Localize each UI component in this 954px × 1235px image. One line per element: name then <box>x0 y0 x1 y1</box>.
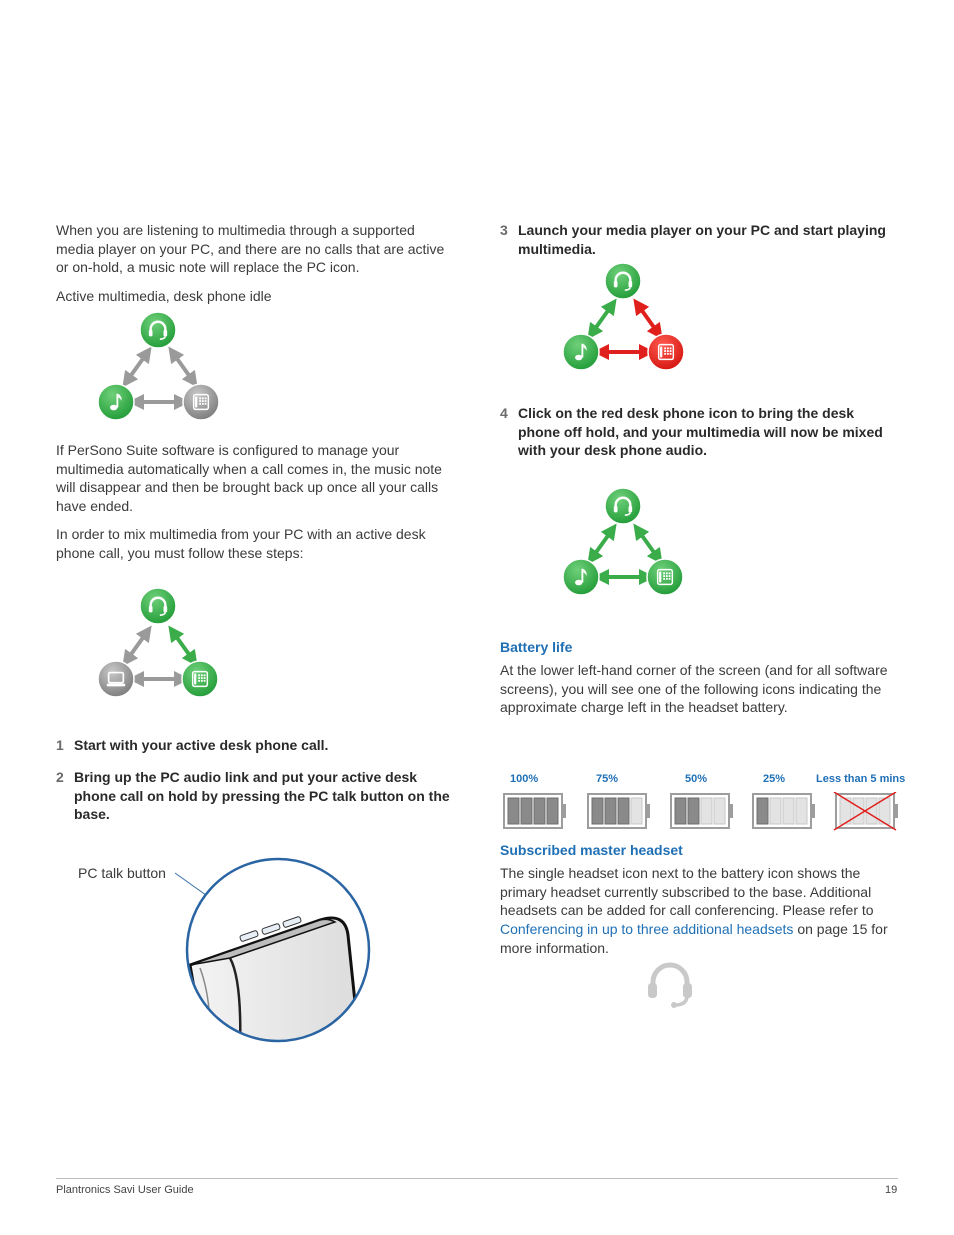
battery-icons <box>500 792 910 832</box>
music-note-icon <box>563 334 599 370</box>
battery-icon <box>753 794 815 828</box>
battery-segment <box>631 798 642 824</box>
battery-segment <box>714 798 725 824</box>
battery-icon <box>834 792 898 830</box>
battery-segment <box>701 798 712 824</box>
step-number: 3 <box>500 222 508 238</box>
battery-label-100: 100% <box>510 773 539 785</box>
battery-life-paragraph: At the lower left-hand corner of the screen (and for all software screens), you will see one of the following icons indicating the approximate charge left in the headset battery. <box>500 662 888 716</box>
battery-segment <box>675 798 686 824</box>
step-text: Bring up the PC audio link and put your active desk phone call on hold by pressing the PC talk button on the base. <box>74 769 450 823</box>
battery-label-50: 50% <box>685 773 708 785</box>
desk-phone-icon <box>647 559 683 595</box>
headset-icon <box>140 312 176 348</box>
persono-paragraph: If PerSono Suite software is configured to manage your multimedia automatically when a call comes in, the music note will disappear and then be brought back up once all your calls have ended. <box>56 442 442 515</box>
diagram-multimedia-phone-hold <box>555 257 695 382</box>
battery-segment <box>866 798 877 824</box>
step-number: 4 <box>500 405 508 421</box>
step-number: 1 <box>56 737 64 753</box>
diagram-desk-phone-active <box>90 584 230 709</box>
headset-icon <box>140 588 176 624</box>
battery-segment <box>757 798 768 824</box>
step-text: Click on the red desk phone icon to bring the desk phone off hold, and your multimedia will now be mixed with your desk phone audio. <box>518 405 883 459</box>
subscribed-text-before: The single headset icon next to the battery icon shows the primary headset currently subscribed to the base. Additional headsets can be added for call conferencing. Please refer to <box>500 865 874 919</box>
step-number: 2 <box>56 769 64 785</box>
battery-segment <box>853 798 864 824</box>
footer-divider <box>56 1178 898 1179</box>
headset-icon <box>605 263 641 299</box>
diagram-multimedia-idle <box>90 305 230 430</box>
step-text: Launch your media player on your PC and start playing multimedia. <box>518 222 886 257</box>
desk-phone-icon <box>182 661 218 697</box>
battery-segment <box>796 798 807 824</box>
subscribed-headset-paragraph <box>500 864 905 958</box>
battery-icon <box>588 794 650 828</box>
conferencing-link[interactable]: Conferencing in up to three additional headsets <box>500 921 794 938</box>
step-1 <box>56 736 456 756</box>
pc-icon <box>98 661 134 697</box>
battery-label-25: 25% <box>763 773 786 785</box>
battery-icon <box>504 794 566 828</box>
base-illustration <box>170 850 375 1050</box>
step-2 <box>56 768 456 826</box>
battery-segment <box>770 798 781 824</box>
mix-intro-paragraph: In order to mix multimedia from your PC with an active desk phone call, you must follow these steps: <box>56 526 426 561</box>
battery-segment <box>605 798 616 824</box>
battery-segment <box>783 798 794 824</box>
battery-segment <box>508 798 519 824</box>
desk-phone-icon <box>648 334 684 370</box>
battery-life-heading: Battery life <box>500 639 573 655</box>
subscribed-headset-heading: Subscribed master headset <box>500 842 683 858</box>
pc-talk-button-label: PC talk button <box>78 865 166 881</box>
caption-idle: Active multimedia, desk phone idle <box>56 288 272 304</box>
music-note-icon <box>98 384 134 420</box>
diagram-mixed-audio <box>555 482 695 607</box>
headset-icon <box>645 962 695 1010</box>
step-4 <box>500 404 900 464</box>
battery-label-75: 75% <box>596 773 619 785</box>
battery-segment <box>688 798 699 824</box>
footer-title: Plantronics Savi User Guide <box>56 1184 194 1196</box>
subscribed-text-after: on page 15 for more information. <box>500 921 888 956</box>
intro-paragraph: When you are listening to multimedia through a supported media player on your PC, and there are no calls that are active or on-hold, a music note will replace the PC icon. <box>56 222 445 276</box>
battery-label-low: Less than 5 mins <box>816 773 906 785</box>
desk-phone-icon <box>183 384 219 420</box>
page-number: 19 <box>885 1184 898 1196</box>
music-note-icon <box>563 559 599 595</box>
battery-segment <box>534 798 545 824</box>
step-3 <box>500 221 900 261</box>
headset-icon <box>605 488 641 524</box>
battery-icon <box>671 794 733 828</box>
battery-segment <box>618 798 629 824</box>
battery-segment <box>521 798 532 824</box>
battery-segment <box>547 798 558 824</box>
step-text: Start with your active desk phone call. <box>74 737 329 753</box>
battery-segment <box>592 798 603 824</box>
